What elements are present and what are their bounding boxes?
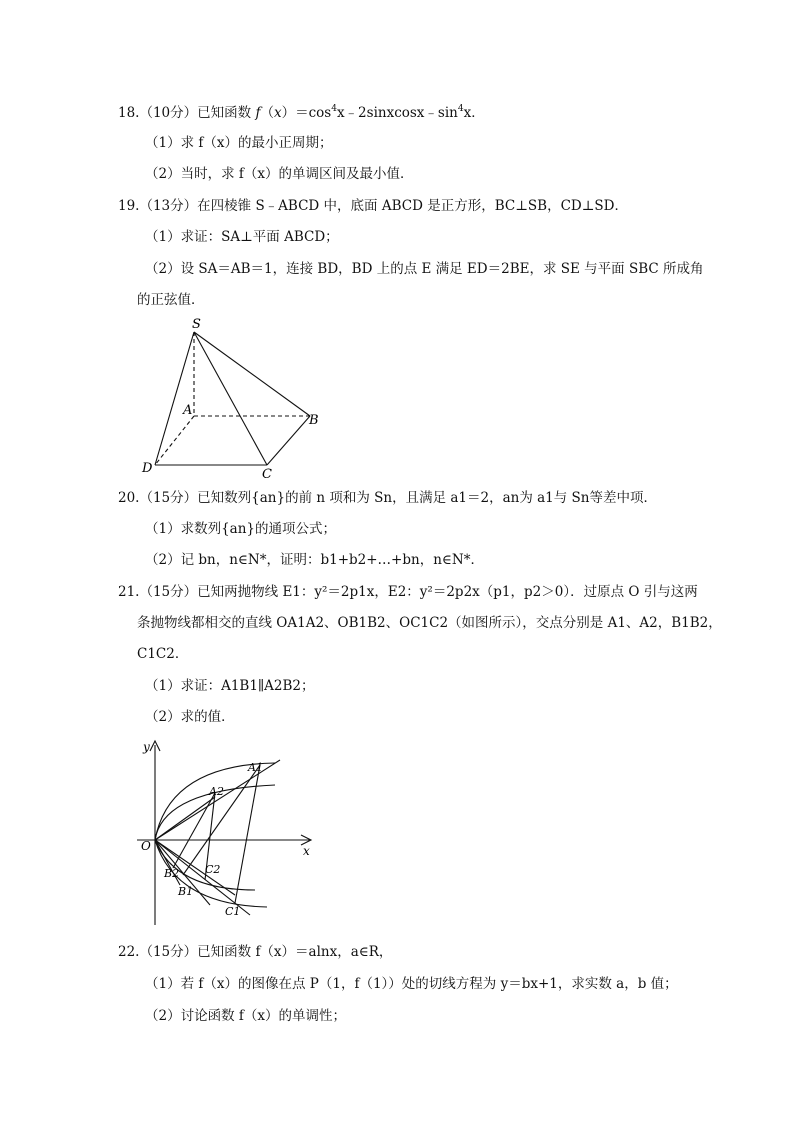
q19-part1: （1）求证：SA⊥平面 ABCD； bbox=[145, 229, 339, 245]
q21-part2: （2）求的值． bbox=[145, 709, 235, 725]
q21-stem-cont: 条抛物线都相交的直线 OA1A2、OB1B2、OC1C2（如图所示），交点分别是 A1、A2，B1B2， bbox=[137, 615, 722, 631]
point-b2-label: B2 bbox=[164, 867, 180, 880]
x-axis-label: x bbox=[303, 844, 310, 858]
q20-part2: （2）记 bn，n∈N*，证明：b1+b2+…+bn，n∈N*． bbox=[145, 552, 484, 568]
point-a1-label: A1 bbox=[248, 761, 263, 774]
q18-part2: （2）当时，求 f（x）的单调区间及最小值． bbox=[145, 166, 414, 182]
origin-label: O bbox=[141, 839, 151, 853]
vertex-b-label: B bbox=[309, 413, 319, 428]
vertex-a-label: A bbox=[183, 403, 193, 418]
point-c2-label: C2 bbox=[205, 863, 221, 876]
vertex-c-label: C bbox=[262, 467, 272, 482]
point-a2-label: A2 bbox=[209, 785, 224, 798]
q22-stem: 22.（15分）已知函数 f（x）＝alnx，a∈R， bbox=[118, 944, 393, 960]
vertex-d-label: D bbox=[142, 461, 153, 476]
point-b1-label: B1 bbox=[178, 885, 194, 898]
q22-part1: （1）若 f（x）的图像在点 P（1，f（1））处的切线方程为 y＝bx+1，求实数 a，b 值； bbox=[145, 976, 678, 992]
q19-part2: （2）设 SA＝AB＝1，连接 BD，BD 上的点 E 满足 ED＝2BE，求 SE 与平面 SBC 所成角 bbox=[145, 261, 704, 277]
q20-stem: 20.（15分）已知数列{an}的前 n 项和为 Sn，且满足 a1＝2，an为 a1与 Sn等差中项． bbox=[118, 490, 658, 506]
y-axis-label: y bbox=[143, 740, 150, 754]
q18-part1: （1）求 f（x）的最小正周期； bbox=[145, 135, 333, 151]
q19-part2-cont: 的正弦值． bbox=[137, 292, 205, 308]
q22-part2: （2）讨论函数 f（x）的单调性； bbox=[145, 1008, 346, 1024]
q20-part1: （1）求数列{an}的通项公式； bbox=[145, 521, 337, 537]
q21-part1: （1）求证：A1B1∥A2B2； bbox=[145, 678, 315, 694]
point-c1-label: C1 bbox=[225, 905, 241, 918]
pyramid-figure bbox=[130, 312, 330, 482]
q21-stem-cont2: C1C2． bbox=[137, 646, 189, 662]
vertex-s-label: S bbox=[192, 317, 201, 332]
parabola-figure bbox=[135, 735, 325, 935]
q21-stem: 21.（15分）已知两抛物线 E1：y²＝2p1x，E2：y²＝2p2x（p1，p2＞0）．过原点 O 引与这两 bbox=[118, 584, 698, 600]
q19-stem: 19.（13分）在四棱锥 S﹣ABCD 中，底面 ABCD 是正方形，BC⊥SB，CD⊥SD． bbox=[118, 198, 628, 214]
q18-stem: 18.（10分）已知函数 $f(x)=\cos^4x﹣2sinxcosx﹣\sin^4x$． bbox=[118, 104, 485, 121]
